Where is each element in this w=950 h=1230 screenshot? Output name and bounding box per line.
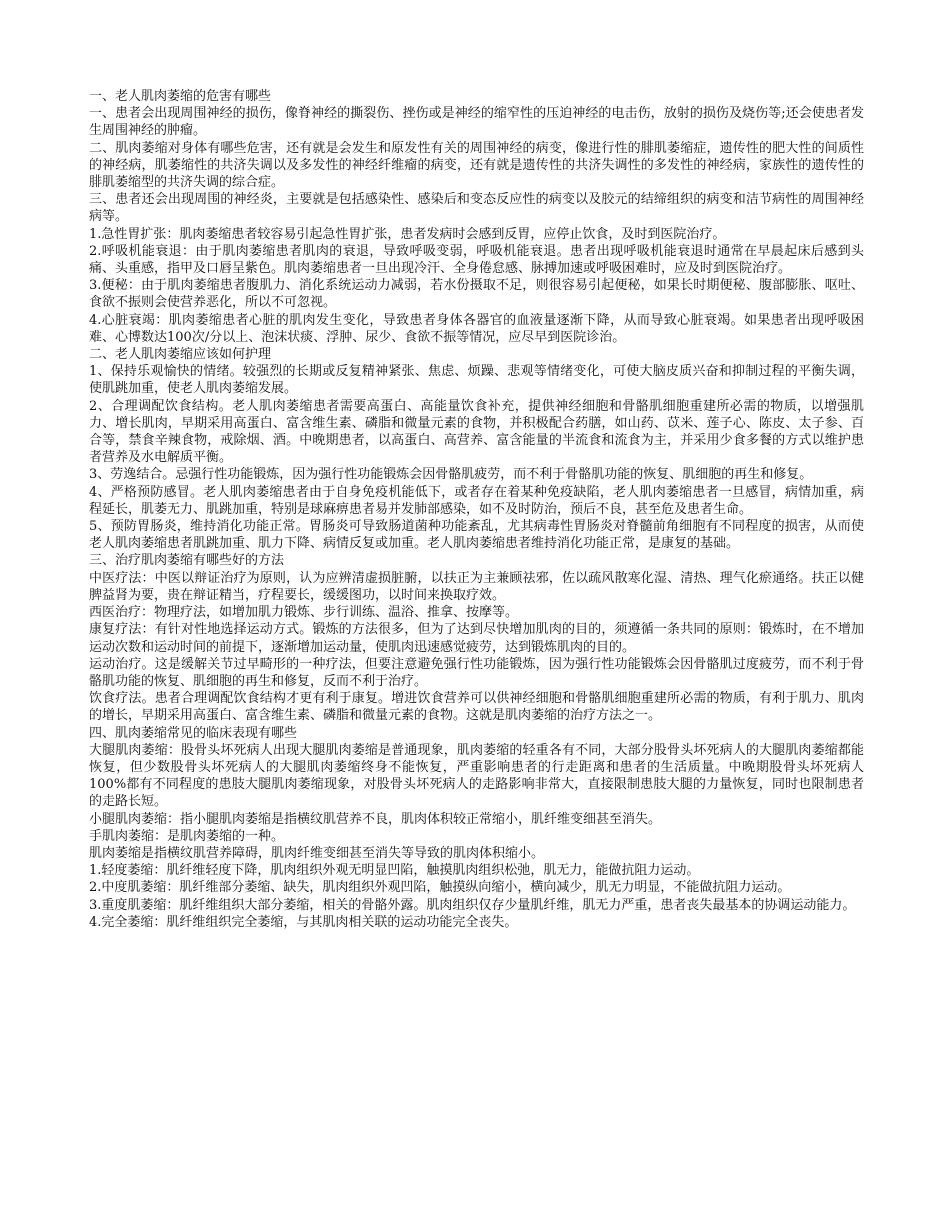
paragraph: 小腿肌肉萎缩：指小腿肌肉萎缩是指横纹肌营养不良，肌肉体积较正常缩小，肌纤维变细甚至消失。 (89, 811, 662, 827)
paragraph: 1.轻度萎缩：肌纤维轻度下降，肌肉组织外观无明显凹陷，触摸肌肉组织松弛，肌无力，能做抗阻力运动。 (89, 863, 700, 879)
paragraph: 2.中度肌萎缩：肌纤维部分萎缩、缺失，肌肉组织外观凹陷，触摸纵向缩小，横向减少，肌无力明显，不能做抗阻力运动。 (89, 880, 791, 896)
section-symptoms (89, 725, 864, 931)
paragraph: 3、劳逸结合。忌强行性功能锻炼，因为强行性功能锻炼会因骨骼肌疲劳，而不利于骨骼肌功能的恢复、肌细胞的再生和修复。 (89, 467, 813, 483)
section-treatment (89, 552, 864, 724)
paragraph: 三、患者还会出现周围的神经炎，主要就是包括感染性、感染后和变态反应性的病变以及胶元的结缔组织的病变和洁节病性的周围神经病等。 (89, 192, 864, 225)
paragraph: 4、严格预防感冒。老人肌肉萎缩患者由于自身免疫机能低下，或者存在着某种免疫缺陷，老人肌肉萎缩患者一旦感冒，病情加重，病程延长，肌萎无力、肌跳加重，特别是球麻痹患者易并发肺部感染，如不及时防治，预后不良，甚至危及患者生命。 (89, 484, 864, 517)
paragraph: 二、肌肉萎缩对身体有哪些危害，还有就是会发生和原发性有关的周围神经的病变，像进行性的腓肌萎缩症，遗传性的肥大性的间质性的神经病，肌萎缩性的共济失调以及多发性的神经纤维瘤的病变，还有就是遗传性的共济失调性的多发性的神经病，家族性的遗传性的腓肌萎缩型的共济失调的综合症。 (89, 140, 864, 191)
section-heading: 一、老人肌肉萎缩的危害有哪些 (89, 89, 272, 104)
paragraph: 4.心脏衰竭：肌肉萎缩患者心脏的肌肉发生变化，导致患者身体各器官的血液量逐渐下降，从而导致心脏衰竭。如果患者出现呼吸困难、心博数达100次/分以上、泡沫状痰、浮肿、尿少、食欲不振等情况，应尽早到医院诊治。 (89, 312, 864, 345)
paragraph: 肌肉萎缩是指横纹肌营养障碍，肌肉纤维变细甚至消失等导致的肌肉体积缩小。 (89, 845, 545, 861)
paragraph: 运动治疗。这是缓解关节过早畸形的一种疗法，但要注意避免强行性功能锻炼，因为强行性功能锻炼会因骨骼肌过度疲劳，而不利于骨骼肌功能的恢复、肌细胞的再生和修复，反而不利于治疗。 (89, 656, 864, 689)
paragraph: 3.便秘：由于肌肉萎缩患者腹肌力、消化系统运动力减弱，若水份摄取不足，则很容易引起便秘，如果长时期便秘、腹部膨胀、呕吐、食欲不振则会使营养恶化，所以不可忽视。 (89, 278, 864, 311)
section-hazards (89, 88, 864, 346)
paragraph: 中医疗法：中医以辩证治疗为原则，认为应辨清虚损脏腑，以扶正为主兼顾祛邪，佐以疏风散寒化湿、清热、理气化瘀通络。扶正以健脾益肾为要，贵在辩证精当，疗程要长，缓缓图功，以时间来换取疗效。 (89, 570, 864, 603)
paragraph: 西医治疗：物理疗法，如增加肌力锻炼、步行训练、温浴、推拿、按摩等。 (89, 605, 519, 621)
section-heading: 四、肌肉萎缩常见的临床表现有哪些 (89, 725, 298, 741)
paragraph: 大腿肌肉萎缩：股骨头坏死病人出现大腿肌肉萎缩是普通现象，肌肉萎缩的轻重各有不同，大部分股骨头坏死病人的大腿肌肉萎缩都能恢复，但少数股骨头坏死病人的大腿肌肉萎缩终身不能恢复，严重影响患者的行走距离和患者的生活质量。中晚期股骨头坏死病人100%都有不同程度的患肢大腿肌肉萎缩现象，对股骨头坏死病人的走路影响非常大，直接限制患肢大腿的力量恢复，同时也限制患者的走路长短。 (89, 742, 864, 810)
paragraph: 康复疗法：有针对性地选择运动方式。锻炼的方法很多，但为了达到尽快增加肌肉的目的，须遵循一条共同的原则：锻炼时，在不增加运动次数和运动时间的前提下，逐渐增加运动量，使肌肉迅速感觉疲劳，达到锻炼肌肉的目的。 (89, 622, 864, 655)
section-heading: 三、治疗肌肉萎缩有哪些好的方法 (89, 553, 285, 569)
paragraph: 手肌肉萎缩：是肌肉萎缩的一种。 (89, 828, 285, 844)
paragraph: 4.完全萎缩：肌纤维组织完全萎缩，与其肌肉相关联的运动功能完全丧失。 (89, 914, 518, 930)
paragraph: 1、保持乐观愉快的情绪。较强烈的长期或反复精神紧张、焦虑、烦躁、悲观等情绪变化，可使大脑皮质兴奋和抑制过程的平衡失调，使肌跳加重，使老人肌肉萎缩发展。 (89, 364, 864, 397)
document-body (89, 88, 864, 931)
paragraph: 饮食疗法。患者合理调配饮食结构才更有利于康复。增进饮食营养可以供神经细胞和骨骼肌细胞重建所必需的物质，有利于肌力、肌肉的增长，早期采用高蛋白、富含维生素、磷脂和微量元素的食物。这就是肌肉萎缩的治疗方法之一。 (89, 691, 864, 724)
paragraph: 1.急性胃扩张：肌肉萎缩患者较容易引起急性胃扩张，患者发病时会感到反胃，应停止饮食，及时到医院治疗。 (89, 226, 726, 242)
section-care (89, 346, 864, 552)
paragraph: 一、患者会出现周围神经的损伤，像脊神经的撕裂伤、挫伤或是神经的缩窄性的压迫神经的电击伤，放射的损伤及烧伤等;还会使患者发生周围神经的肿瘤。 (89, 106, 864, 139)
paragraph: 2.呼吸机能衰退：由于肌肉萎缩患者肌肉的衰退，导致呼吸变弱，呼吸机能衰退。患者出现呼吸机能衰退时通常在早晨起床后感到头痛、头重感，指甲及口唇呈紫色。肌肉萎缩患者一旦出现冷汗、全身倦怠感、脉搏加速或呼吸困难时，应及时到医院治疗。 (89, 243, 864, 277)
section-heading: 二、老人肌肉萎缩应该如何护理 (89, 347, 272, 363)
paragraph: 2、合理调配饮食结构。老人肌肉萎缩患者需要高蛋白、高能量饮食补充，提供神经细胞和骨骼肌细胞重建所必需的物质，以增强肌力、增长肌肉，早期采用高蛋白、富含维生素、磷脂和微量元素的食物，并积极配合药膳，如山药、苡米、莲子心、陈皮、太子参、百合等，禁食辛辣食物，戒除烟、酒。中晚期患者，以高蛋白、高营养、富含能量的半流食和流食为主，并采用少食多餐的方式以维护患者营养及水电解质平衡。 (89, 398, 864, 466)
paragraph: 3.重度肌萎缩：肌纤维组织大部分萎缩，相关的骨骼外露。肌肉组织仅存少量肌纤维，肌无力严重，患者丧失最基本的协调运动能力。 (89, 897, 856, 913)
paragraph: 5、预防胃肠炎，维持消化功能正常。胃肠炎可导致肠道菌种功能紊乱，尤其病毒性胃肠炎对脊髓前角细胞有不同程度的损害，从而使老人肌肉萎缩患者肌跳加重、肌力下降、病情反复或加重。老人肌肉萎缩患者维持消化功能正常，是康复的基础。 (89, 519, 864, 552)
